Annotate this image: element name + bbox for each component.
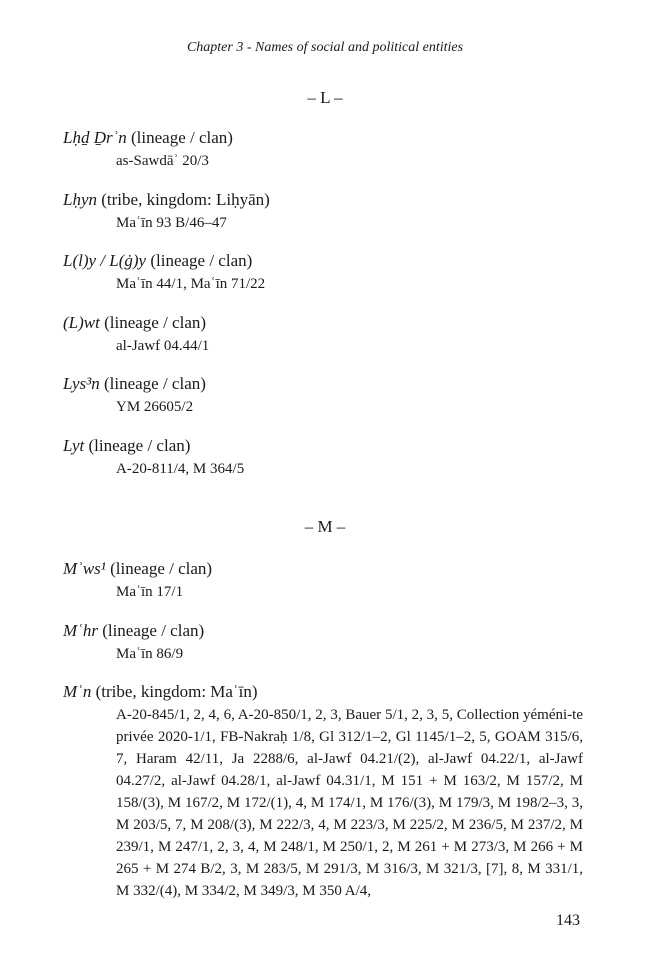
entry-lwt	[63, 312, 583, 357]
entry-description: (lineage / clan)	[105, 559, 213, 578]
page-number: 143	[556, 912, 580, 929]
entry-headword	[63, 312, 583, 334]
entry-headword	[63, 189, 583, 211]
entry-lhyn	[63, 189, 583, 234]
entry-references: YM 26605/2	[116, 399, 194, 415]
section-heading-m: – M –	[304, 517, 346, 536]
entry-description: (lineage / clan)	[99, 313, 207, 332]
entry-description: (lineage / clan)	[146, 251, 253, 270]
entry-description: (lineage / clan)	[97, 621, 205, 640]
entry-name: L(l)y / L(ġ)y	[63, 251, 147, 270]
entry-description: (lineage / clan)	[99, 374, 206, 393]
entry-name: Mʿn	[63, 682, 92, 701]
entry-references: al-Jawf 04.44/1	[116, 338, 210, 354]
entry-headword	[63, 250, 583, 272]
entry-lysn	[63, 373, 583, 418]
entry-mn	[63, 681, 583, 902]
entry-references: A-20-845/1, 2, 4, 6, A-20-850/1, 2, 3, Bauer 5/1, 2, 3, 5, Collection yéméni-te privée 2020-1/1, FB-Nakraḥ 1/8, Gl 312/1–2, Gl 1145/1–2, 5, GOAM 315/6, 7, Haram 42/11, Ja 2288/6, al-Jawf 04.21/(2), al-Jawf 04.22/1, al-Jawf 04.27/2, al-Jawf 04.28/1, al-Jawf 04.31/1, M 151 + M 163/2, M 157/2, M 158/(3), M 167/2, M 172/(1), 4, M 174/1, M 176/(3), M 179/3, M 198/2–3, 3, M 203/5, 7, M 208/(3), M 222/3, 4, M 223/3, M 225/2, M 236/5, M 237/2, M 239/1, M 247/1, 2, 3, 4, M 248/1, M 250/1, 2, M 261 + M 273/3, M 266 + M 265 + M 274 B/2, 3, M 283/5, M 291/3, M 316/3, M 321/3, [7], 8, M 331/1, M 332/(4), M 334/2, M 349/3, M 350 A/4,	[116, 707, 583, 899]
entry-references: as-Sawdāʾ 20/3	[116, 153, 209, 169]
entry-lyt	[63, 435, 583, 480]
entry-lly	[63, 250, 583, 295]
entry-headword	[63, 558, 583, 580]
entry-description: (lineage / clan)	[126, 128, 233, 147]
entry-description: (tribe, kingdom: Liḥyān)	[97, 190, 270, 209]
entry-references: Maʿīn 44/1, Maʿīn 71/22	[116, 276, 266, 292]
entry-headword	[63, 373, 583, 395]
entry-description: (tribe, kingdom: Maʿīn)	[91, 682, 258, 701]
running-head: Chapter 3 - Names of social and political entities	[186, 40, 464, 55]
entry-name: Lḥḏ Ḏrʾn	[63, 128, 127, 147]
entry-headword	[63, 435, 583, 457]
entry-headword	[63, 620, 583, 642]
entry-name: Lḥyn	[63, 190, 97, 209]
entry-references: Maʿīn 93 B/46–47	[116, 215, 227, 231]
section-heading-l: – L –	[307, 88, 343, 107]
entry-headword	[63, 127, 583, 149]
entry-mhr	[63, 620, 583, 665]
entry-name: Mʾws¹	[63, 559, 106, 578]
entry-name: Lyt	[63, 436, 85, 455]
entry-name: Mʿhr	[63, 621, 98, 640]
entry-description: (lineage / clan)	[84, 436, 191, 455]
entry-lhd-drn	[63, 127, 583, 172]
entry-headword	[63, 681, 583, 703]
entry-name: (L)wt	[63, 313, 100, 332]
entry-references: A-20-811/4, M 364/5	[116, 461, 245, 477]
entry-mws	[63, 558, 583, 603]
entry-name: Lys³n	[63, 374, 100, 393]
entry-references: Maʿīn 86/9	[116, 646, 184, 662]
entry-references: Maʿīn 17/1	[116, 584, 184, 600]
